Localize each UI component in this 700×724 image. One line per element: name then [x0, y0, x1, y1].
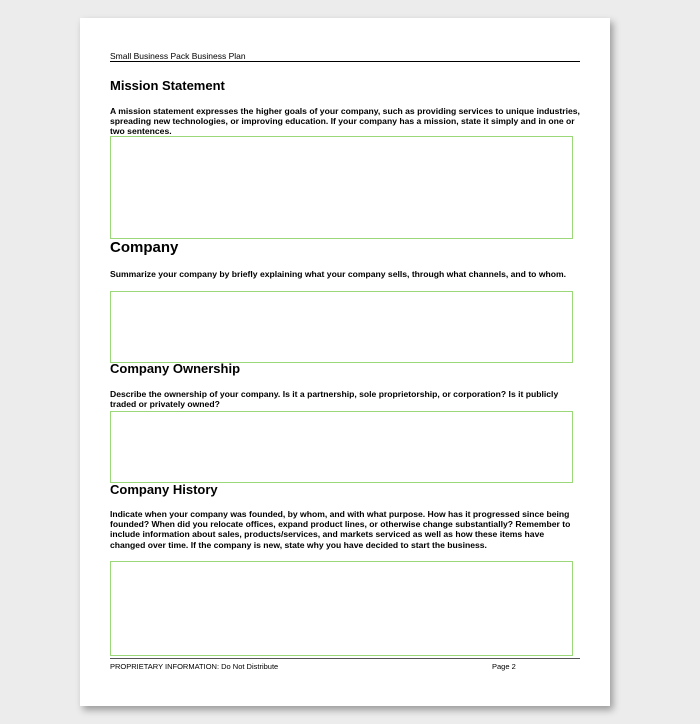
- document-page: [80, 18, 610, 706]
- section-heading-company: Company: [110, 239, 179, 256]
- header-divider: [110, 61, 580, 62]
- footer-divider: [110, 658, 580, 659]
- section-prompt-mission-statement: A mission statement expresses the higher goals of your company, such as providing services to unique industries, spreading new technologies, or improving education. If your company has a mission, state it simply and in one or two sentences.: [110, 106, 580, 137]
- section-prompt-company-history: Indicate when your company was founded, by whom, and with what purpose. How has it progressed since being founded? When did you relocate offices, expand product lines, or otherwise change substantially? Remember to include information about sales, products/services, and markets serviced as well as how these items have changed over time. If the company is new, state why you have decided to start the business.: [110, 509, 571, 550]
- footer-page-number: Page 2: [492, 662, 516, 671]
- section-prompt-company-ownership: Describe the ownership of your company. Is it a partnership, sole proprietorship, or corporation? Is it publicly traded or privately owned?: [110, 389, 559, 410]
- section-heading-company-history: Company History: [110, 482, 218, 497]
- section-heading-mission-statement: Mission Statement: [110, 78, 225, 93]
- company-ownership-input-box[interactable]: [110, 411, 573, 483]
- section-prompt-company: Summarize your company by briefly explaining what your company sells, through what channels, and to whom.: [110, 269, 567, 279]
- footer-proprietary-notice: PROPRIETARY INFORMATION: Do Not Distribute: [110, 662, 279, 671]
- mission-statement-input-box[interactable]: [110, 136, 573, 239]
- company-input-box[interactable]: [110, 291, 573, 363]
- company-history-input-box[interactable]: [110, 561, 573, 656]
- section-heading-company-ownership: Company Ownership: [110, 361, 241, 376]
- document-header-title: Small Business Pack Business Plan: [110, 51, 246, 61]
